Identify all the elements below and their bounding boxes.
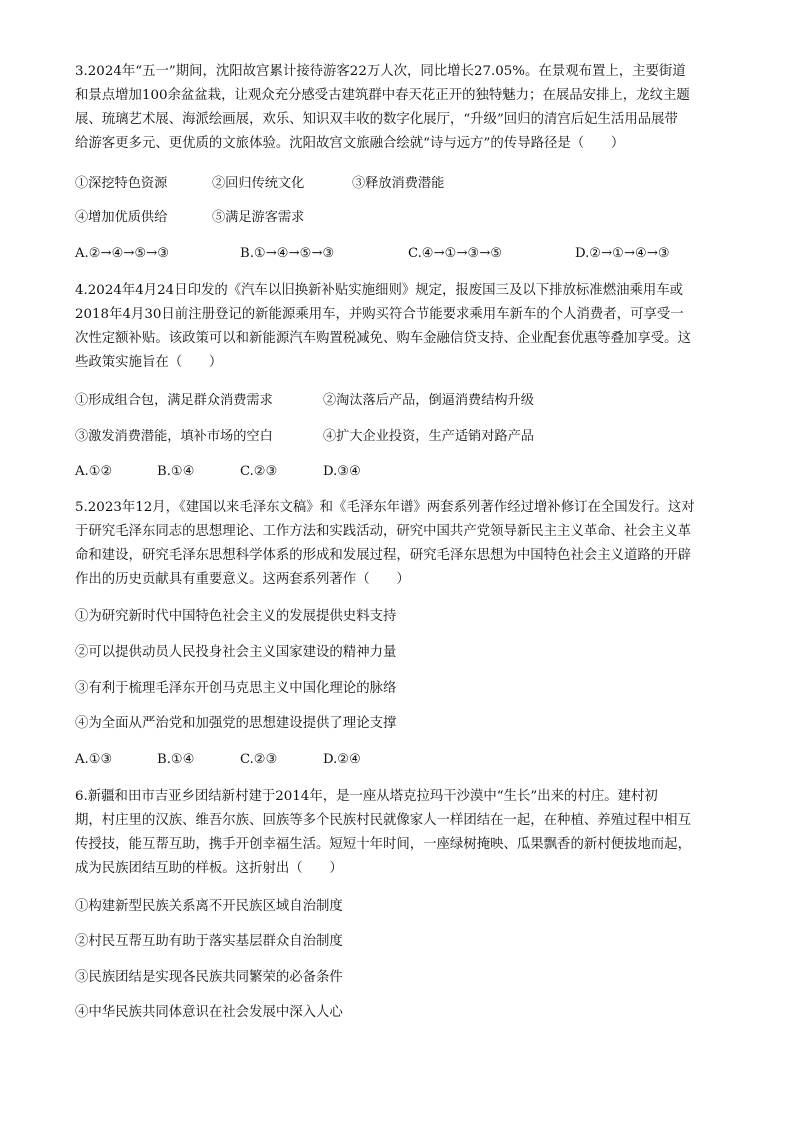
question-5-stem-line-1: 5.2023年12月，《建国以来毛泽东文稿》和《毛泽东年谱》两套系列著作经过增补修订在全国发行。这对 [75, 500, 695, 515]
question-3-item-5: ⑤满足游客需求 [212, 210, 305, 225]
question-6-item-1: ①构建新型民族关系离不开民族区域自治制度 [75, 899, 343, 914]
question-5-stem-line-4: 作出的历史贡献具有重要意义。这两套系列著作（ ） [75, 572, 410, 587]
question-5-item-3: ③有利于梳理毛泽东开创马克思主义中国化理论的脉络 [75, 681, 397, 696]
question-6-item-2: ②村民互帮互助有助于落实基层群众自治制度 [75, 934, 343, 949]
question-3-option-c: C.④→①→③→⑤ [408, 246, 503, 261]
question-4-stem-line-3: 次性定额补贴。该政策可以和新能源汽车购置税减免、购车金融信贷支持、企业配套优惠等叠加享受。这 [75, 331, 691, 346]
question-6-stem-line-1: 6.新疆和田市吉亚乡团结新村建于2014年，是一座从塔克拉玛干沙漠中“生长”出来的村庄。建村初 [75, 789, 658, 804]
question-4-option-c: C.②③ [240, 464, 278, 479]
question-3-option-a: A.②→④→⑤→③ [75, 246, 170, 261]
question-3-stem-line-1: 3.2024年“五一”期间，沈阳故宫累计接待游客22万人次，同比增长27.05%。在景观布置上，主要街道 [75, 64, 686, 79]
question-4-stem-line-2: 2018年4月30日前注册登记的新能源乘用车，并购买符合节能要求乘用车新车的个人消费者，可享受一 [75, 307, 684, 322]
question-4-option-b: B.①④ [157, 464, 195, 479]
question-4-option-d: D.③④ [323, 464, 361, 479]
question-4-item-2: ②淘汰落后产品，倒逼消费结构升级 [323, 393, 534, 408]
question-4-item-3: ③激发消费潜能，填补市场的空白 [75, 429, 273, 444]
question-4-option-a: A.①② [75, 464, 113, 479]
question-3-stem-line-3: 展、琉璃艺术展、海派绘画展，欢乐、知识双丰收的数字化展厅，“升级”回归的清宫后妃生活用品展带 [75, 112, 678, 127]
question-4-stem-line-1: 4.2024年4月24日印发的《汽车以旧换新补贴实施细则》规定，报废国三及以下排放标准燃油乘用车或 [75, 283, 684, 298]
question-4-item-1: ①形成组合包，满足群众消费需求 [75, 393, 273, 408]
question-3-option-d: D.②→①→④→③ [575, 246, 670, 261]
question-4-item-4: ④扩大企业投资，生产适销对路产品 [323, 429, 534, 444]
question-3-item-2: ②回归传统文化 [212, 176, 305, 191]
question-5-item-4: ④为全面从严治党和加强党的思想建设提供了理论支撑 [75, 716, 397, 731]
question-5-stem-line-2: 于研究毛泽东同志的思想理论、工作方法和实践活动，研究中国共产党领导新民主主义革命、社会主义革 [75, 524, 691, 539]
question-5-option-a: A.①③ [75, 752, 113, 767]
question-5-item-1: ①为研究新时代中国特色社会主义的发展提供史料支持 [75, 609, 397, 624]
question-6-item-4: ④中华民族共同体意识在社会发展中深入人心 [75, 1005, 343, 1020]
question-5-option-d: D.②④ [323, 752, 361, 767]
question-3-item-3: ③释放消费潜能 [352, 176, 445, 191]
question-3-item-4: ④增加优质供给 [75, 210, 168, 225]
question-4-stem-line-4: 些政策实施旨在（ ） [75, 355, 223, 370]
question-5-item-2: ②可以提供动员人民投身社会主义国家建设的精神力量 [75, 645, 397, 660]
question-3-stem-line-4: 给游客更多元、更优质的文旅体验。沈阳故宫文旅融合绘就“诗与远方”的传导路径是（ ） [75, 136, 625, 151]
question-6-stem-line-2: 期，村庄里的汉族、维吾尔族、回族等多个民族村民就像家人一样团结在一起，在种植、养殖过程中相互 [75, 813, 691, 828]
question-5-option-b: B.①④ [157, 752, 195, 767]
question-3-stem-line-2: 和景点增加100余盆盆栽，让观众充分感受古建筑群中春天花正开的独特魅力；在展品安排上，龙纹主题 [75, 88, 690, 103]
question-6-stem-line-4: 成为民族团结互助的样板。这折射出（ ） [75, 861, 343, 876]
question-3-item-1: ①深挖特色资源 [75, 176, 168, 191]
question-6-item-3: ③民族团结是实现各民族共同繁荣的必备条件 [75, 970, 343, 985]
question-5-option-c: C.②③ [240, 752, 278, 767]
question-5-stem-line-3: 命和建设，研究毛泽东思想科学体系的形成和发展过程，研究毛泽东思想为中国特色社会主义道路的开辟 [75, 548, 691, 563]
question-3-option-b: B.①→④→⑤→③ [240, 246, 335, 261]
question-6-stem-line-3: 传授技，能互帮互助，携手开创幸福生活。短短十年时间，一座绿树掩映、瓜果飘香的新村便拔地而起， [75, 837, 691, 852]
